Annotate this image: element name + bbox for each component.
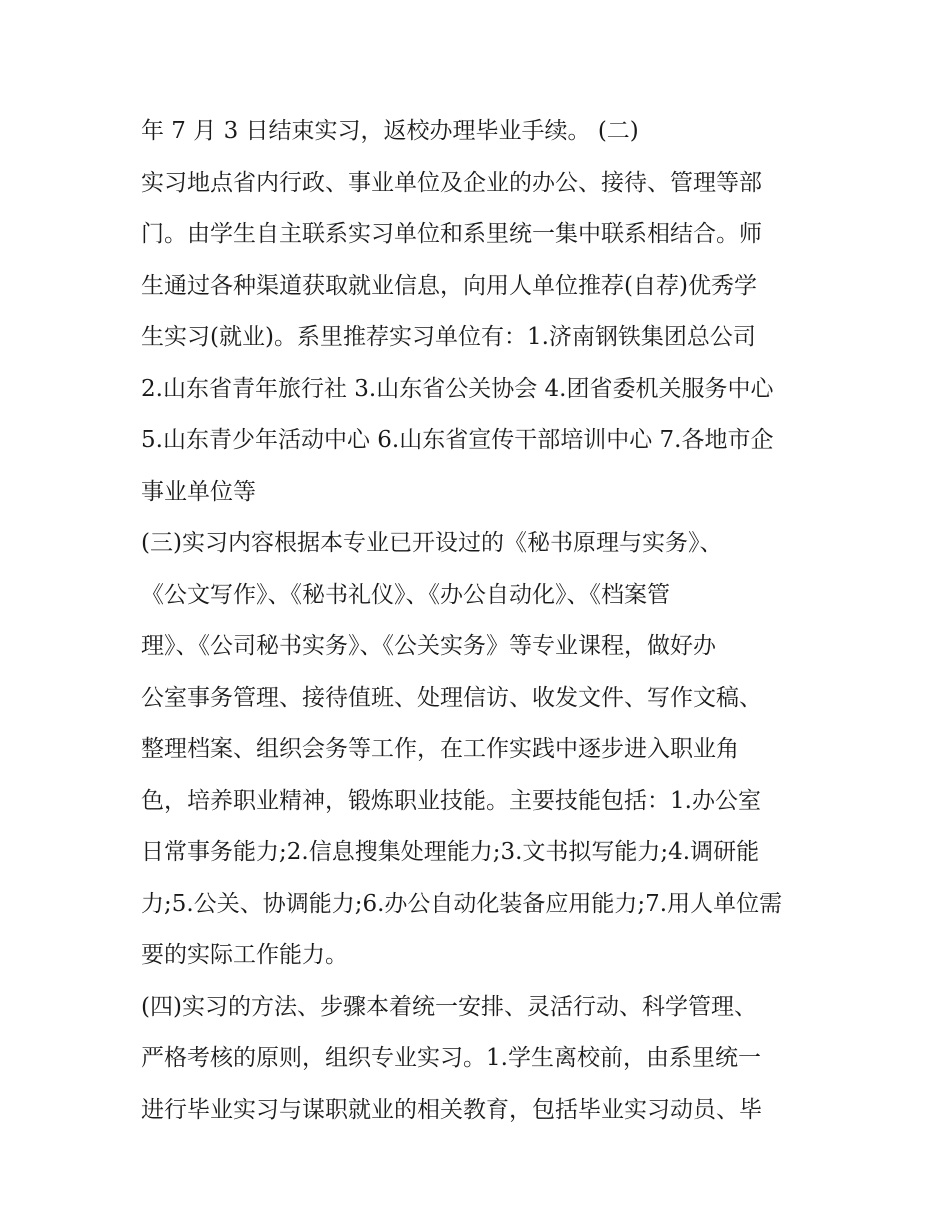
text-line: 理》、《公司秘书实务》、《公关实务》等专业课程，做好办 <box>141 633 716 659</box>
text-line: 公室事务管理、接待值班、处理信访、收发文件、写作文稿、 <box>141 684 762 711</box>
text-line: 门。由学生自主联系实习单位和系里统一集中联系相结合。师 <box>141 221 762 247</box>
text-line: 严格考核的原则，组织专业实习。1.学生离校前，由系里统一 <box>141 1045 761 1071</box>
text-line: 进行毕业实习与谋职就业的相关教育，包括毕业实习动员、毕 <box>141 1096 762 1123</box>
text-line: 年 7 月 3 日结束实习，返校办理毕业手续。 (二) <box>141 118 639 144</box>
text-line: 事业单位等 <box>141 478 256 505</box>
text-line: 整理档案、组织会务等工作，在工作实践中逐步进入职业角 <box>141 736 739 762</box>
text-line: 《公文写作》、《秘书礼仪》、《办公自动化》、《档案管 <box>141 581 670 608</box>
text-line: (四)实习的方法、步骤本着统一安排、灵活行动、科学管理、 <box>141 993 757 1020</box>
document-body <box>141 106 821 1136</box>
text-line: 生通过各种渠道获取就业信息，向用人单位推荐(自荐)优秀学 <box>141 272 757 299</box>
text-line: (三)实习内容根据本专业已开设过的《秘书原理与实务》、 <box>141 530 723 556</box>
text-line: 生实习(就业)。系里推荐实习单位有：1.济南钢铁集团总公司 <box>141 324 756 350</box>
text-line: 2.山东省青年旅行社 3.山东省公关协会 4.团省委机关服务中心 <box>141 375 774 402</box>
text-line: 力;5.公关、协调能力;6.办公自动化装备应用能力;7.用人单位需 <box>141 890 783 917</box>
text-line: 日常事务能力;2.信息搜集处理能力;3.文书拟写能力;4.调研能 <box>141 839 760 865</box>
text-line: 色，培养职业精神，锻炼职业技能。主要技能包括：1.办公室 <box>141 787 761 814</box>
text-line: 要的实际工作能力。 <box>141 942 348 968</box>
text-line: 实习地点省内行政、事业单位及企业的办公、接待、管理等部 <box>141 169 762 196</box>
text-line: 5.山东青少年活动中心 6.山东省宣传干部培训中心 7.各地市企 <box>141 427 774 453</box>
